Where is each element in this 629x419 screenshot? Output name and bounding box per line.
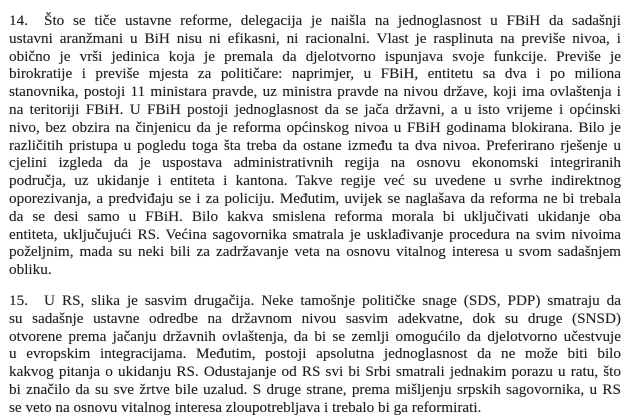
text-line: 14. Što se tiče ustavne reforme, delegacija je naišla na jednoglasnost u FBiH da sadašnji	[9, 12, 621, 29]
text-line: obliku.	[9, 261, 52, 279]
text-line: ustavni aranžmani u BiH nisu ni efikasni, ni racionalni. Vlast je rasplinuta na previše nivoa, i	[9, 29, 621, 47]
text-line: 15. U RS, slika je sasvim drugačija. Neke tamošnje političke snage (SDS, PDP) smatraju da	[9, 291, 621, 309]
text-line: da se desi samo u FBiH. Bilo kakva smislena reforma morala bi uključivati ukidanje oba	[9, 207, 621, 225]
text-line: birokratije i previše mjesta za političare: naprimjer, u FBiH, entitetu sa dva i po miliona	[9, 65, 621, 83]
text-line: područja, uz ukidanje i entiteta i kantona. Takve regije već su uvedene u svrhe indirektnog	[9, 172, 621, 190]
text-line: se veto na osnovu vitalnog interesa zloupotrebljava i trebalo bi ga reformirati.	[9, 398, 482, 416]
text-line: otvorene prema jačanju državnih ovlaštenja, da bi se zemlji omogućilo da djelotvorno učestvuje	[9, 327, 621, 345]
text-line: poželjnim, mada su neki bili za zadržavanje veta na osnovu vitalnog interesa u svom sadašnjem	[9, 243, 621, 261]
text-line: različitih pristupa u pogledu toga šta treba da ostane između ta dva nivoa. Preferirano rješenje u	[9, 136, 621, 154]
text-line: entiteta, uključujući RS. Većina sagovornika smatrala je usklađivanje procedura na svim nivoima	[9, 225, 621, 243]
text-line: u evropskim integracijama. Međutim, postoji apsolutna jednoglasnost da ne može biti bilo	[9, 345, 621, 363]
text-line: na teritoriji FBiH. U FBiH postoji jednoglasnost da se jača državni, a u isto vrijeme i općinski	[9, 100, 621, 118]
text-line: bi značilo da su sve žrtve bile uzalud. S druge strane, prema mišljenju srpskih sagovornika, u RS	[9, 380, 621, 398]
paragraph-14	[9, 12, 621, 279]
paragraph-15	[9, 292, 621, 417]
text-line: cjelini izgleda da je uspostava administrativnih regija na osnovu ekonomski integriranih	[9, 154, 621, 172]
text-line: su sadašnje ustavne odredbe na državnom nivou sasvim adekvatne, dok su druge (SNSD)	[9, 309, 621, 327]
text-line: obično je vrši jedinica koja je premala da djelotvorno ispunjava svoje funkcije. Previše je	[9, 47, 621, 65]
paragraph-number: 15.	[9, 291, 28, 309]
text-line: nivo, bez obzira na činjenicu da je reforma općinskog nivoa u FBiH godinama blokirana. Bilo je	[9, 118, 621, 136]
paragraph-number: 14.	[9, 12, 28, 29]
text-line: kakvog pitanja o ukidanju RS. Odustajanje od RS svi bi Srbi smatrali jednakim porazu u ratu, što	[9, 363, 621, 381]
text-line: stanovnika, postoji 11 ministara pravde, uz ministra pravde na nivou države, koji ima ovlaštenja i	[9, 83, 621, 101]
text-line: oporezivanja, a predviđaju se i za policiju. Međutim, uvijek se naglašava da reforma ne bi trebala	[9, 189, 621, 207]
